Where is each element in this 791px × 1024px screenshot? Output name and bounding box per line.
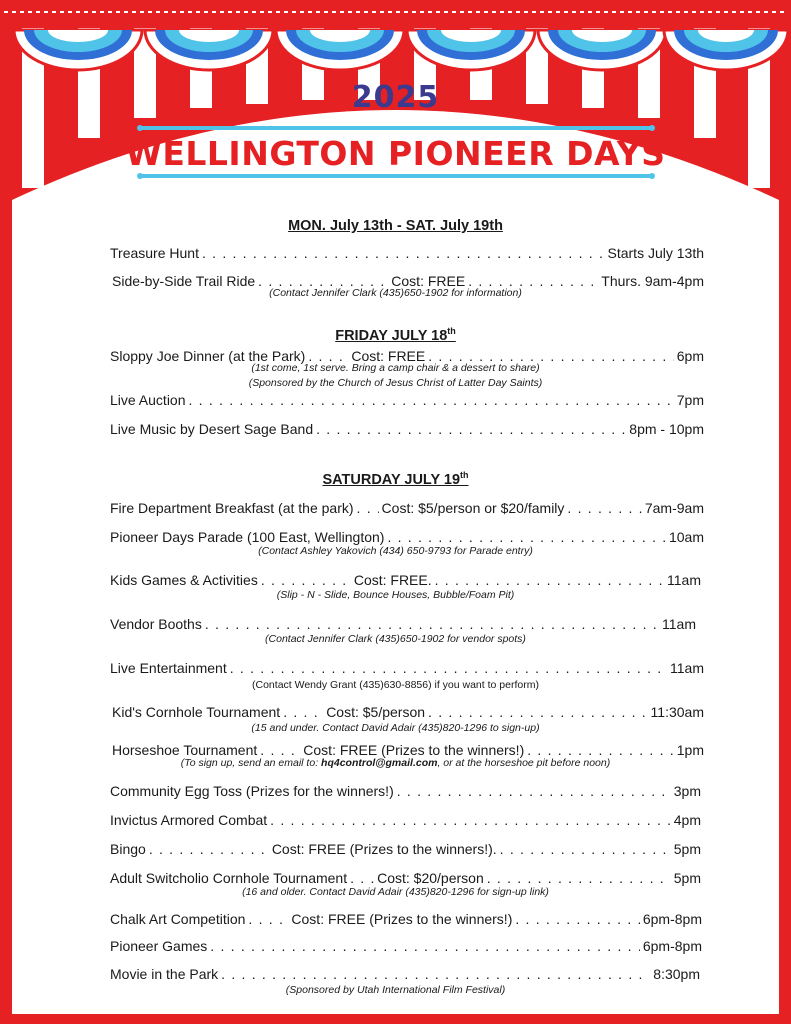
event-time: 7am-9am <box>644 500 704 516</box>
leader-dots <box>270 812 671 828</box>
event-sponsor-note: (Sponsored by the Church of Jesus Christ of Latter Day Saints) <box>248 377 543 389</box>
event-time: 8pm - 10pm <box>629 421 704 437</box>
contact-email: hq4control@gmail.com <box>321 757 438 769</box>
leader-dots <box>189 392 674 408</box>
event-time: 5pm <box>673 841 701 857</box>
event-time: 11am <box>667 572 701 588</box>
event-name: Live Entertainment <box>110 660 227 676</box>
leader-dots <box>221 966 650 982</box>
section-heading-week: MON. July 13th - SAT. July 19th <box>288 218 503 234</box>
leader-dots <box>261 572 351 588</box>
event-time: Thurs. 9am-4pm <box>601 273 704 289</box>
event-cost: Cost: FREE <box>351 348 426 364</box>
event-name: Kid's Cornhole Tournament <box>112 704 281 720</box>
event-time: 4pm <box>673 812 701 828</box>
event-cost: Cost: FREE (Prizes to the winners!) <box>291 911 513 927</box>
event-cost: Cost: FREE (Prizes to the winners!). <box>271 841 497 857</box>
event-row <box>110 616 696 632</box>
leader-dots <box>350 870 374 886</box>
event-note: (16 and older. Contact David Adair (435)820-1296 for sign-up link) <box>242 886 549 898</box>
event-name: Chalk Art Competition <box>110 911 246 927</box>
event-name: Movie in the Park <box>110 966 219 982</box>
leader-dots <box>283 704 323 720</box>
event-time: 6pm-8pm <box>642 938 702 954</box>
event-row <box>110 660 704 676</box>
event-time: 10am <box>668 529 704 545</box>
event-row <box>110 812 701 828</box>
event-row <box>112 742 704 758</box>
event-name: Adult Switcholio Cornhole Tournament <box>110 870 348 886</box>
event-row <box>110 841 701 857</box>
event-time: 11am <box>670 660 704 676</box>
event-title: WELLINGTON PIONEER DAYS <box>125 134 666 173</box>
event-cost: Cost: $20/person <box>377 870 484 886</box>
event-name: Live Music by Desert Sage Band <box>110 421 314 437</box>
leader-dots <box>397 783 671 799</box>
event-name: Horseshoe Tournament <box>112 742 258 758</box>
event-name: Invictus Armored Combat <box>110 812 268 828</box>
event-note: (Sponsored by Utah International Film Festival) <box>285 984 506 996</box>
event-time: 11:30am <box>650 704 704 720</box>
event-row <box>110 783 701 799</box>
event-note: (Slip - N - Slide, Bounce Houses, Bubble/Foam Pit) <box>276 589 515 601</box>
event-name: Side-by-Side Trail Ride <box>112 273 256 289</box>
event-name: Kids Games & Activities <box>110 572 258 588</box>
event-name: Pioneer Games <box>110 938 208 954</box>
event-note: (15 and under. Contact David Adair (435)820-1296 to sign-up) <box>251 722 540 734</box>
event-name: Live Auction <box>110 392 186 408</box>
event-note: (To sign up, send an email to: hq4control@gmail.com, or at the horseshoe pit before noon) <box>180 757 611 769</box>
event-cost: Cost: FREE (Prizes to the winners!) <box>303 742 525 758</box>
event-cost: Cost: $5/person <box>326 704 426 720</box>
event-row <box>110 572 701 588</box>
event-name: Fire Department Breakfast (at the park) <box>110 500 354 516</box>
leader-dots <box>316 421 626 437</box>
event-row <box>110 911 702 927</box>
event-year: 2025 <box>351 80 440 115</box>
leader-dots <box>387 529 666 545</box>
leader-dots <box>487 870 671 886</box>
leader-dots <box>248 911 288 927</box>
leader-dots <box>210 938 640 954</box>
event-time: Starts July 13th <box>607 245 704 261</box>
event-row <box>110 966 700 982</box>
event-row <box>110 938 702 954</box>
event-row <box>112 704 704 720</box>
event-name: Bingo <box>110 841 146 857</box>
leader-dots <box>230 660 667 676</box>
leader-dots <box>435 572 664 588</box>
event-note: (1st come, 1st serve. Bring a camp chair & a dessert to share) <box>251 362 540 374</box>
event-time: 7pm <box>676 392 704 408</box>
event-time: 6pm-8pm <box>642 911 702 927</box>
event-note: (Contact Jennifer Clark (435)650-1902 for vendor spots) <box>265 633 526 645</box>
event-name: Vendor Booths <box>110 616 202 632</box>
event-cost: Cost: FREE. <box>353 572 432 588</box>
event-name: Treasure Hunt <box>110 245 199 261</box>
leader-dots <box>202 245 605 261</box>
event-note: (Contact Ashley Yakovich (434) 650-9793 for Parade entry) <box>258 545 533 557</box>
event-row <box>110 529 704 545</box>
section-heading-friday: FRIDAY JULY 18th <box>335 326 456 344</box>
leader-dots <box>428 704 648 720</box>
event-cost: Cost: FREE <box>391 273 466 289</box>
event-name: Pioneer Days Parade (100 East, Wellington) <box>110 529 385 545</box>
event-row <box>110 245 704 261</box>
event-time: 6pm <box>676 348 704 364</box>
leader-dots <box>500 841 671 857</box>
leader-dots <box>567 500 641 516</box>
event-cost: Cost: $5/person or $20/family <box>381 500 565 516</box>
event-time: 1pm <box>676 742 704 758</box>
leader-dots <box>149 841 269 857</box>
leader-dots <box>515 911 640 927</box>
event-row <box>110 870 701 886</box>
event-name: Sloppy Joe Dinner (at the Park) <box>110 348 306 364</box>
event-row <box>110 421 704 437</box>
event-row <box>110 392 704 408</box>
leader-dots <box>205 616 659 632</box>
event-note: (Contact Jennifer Clark (435)650-1902 for information) <box>269 287 522 299</box>
event-name: Community Egg Toss (Prizes for the winners!) <box>110 783 394 799</box>
event-time: 5pm <box>673 870 701 886</box>
event-time: 3pm <box>673 783 701 799</box>
event-row <box>110 500 704 516</box>
section-heading-saturday: SATURDAY JULY 19th <box>322 470 469 488</box>
event-time: 11am <box>662 616 696 632</box>
leader-dots <box>260 742 300 758</box>
event-note: (Contact Wendy Grant (435)630-8856) if you want to perform) <box>252 679 539 691</box>
event-time: 8:30pm <box>653 966 700 982</box>
leader-dots <box>527 742 674 758</box>
leader-dots <box>357 500 379 516</box>
